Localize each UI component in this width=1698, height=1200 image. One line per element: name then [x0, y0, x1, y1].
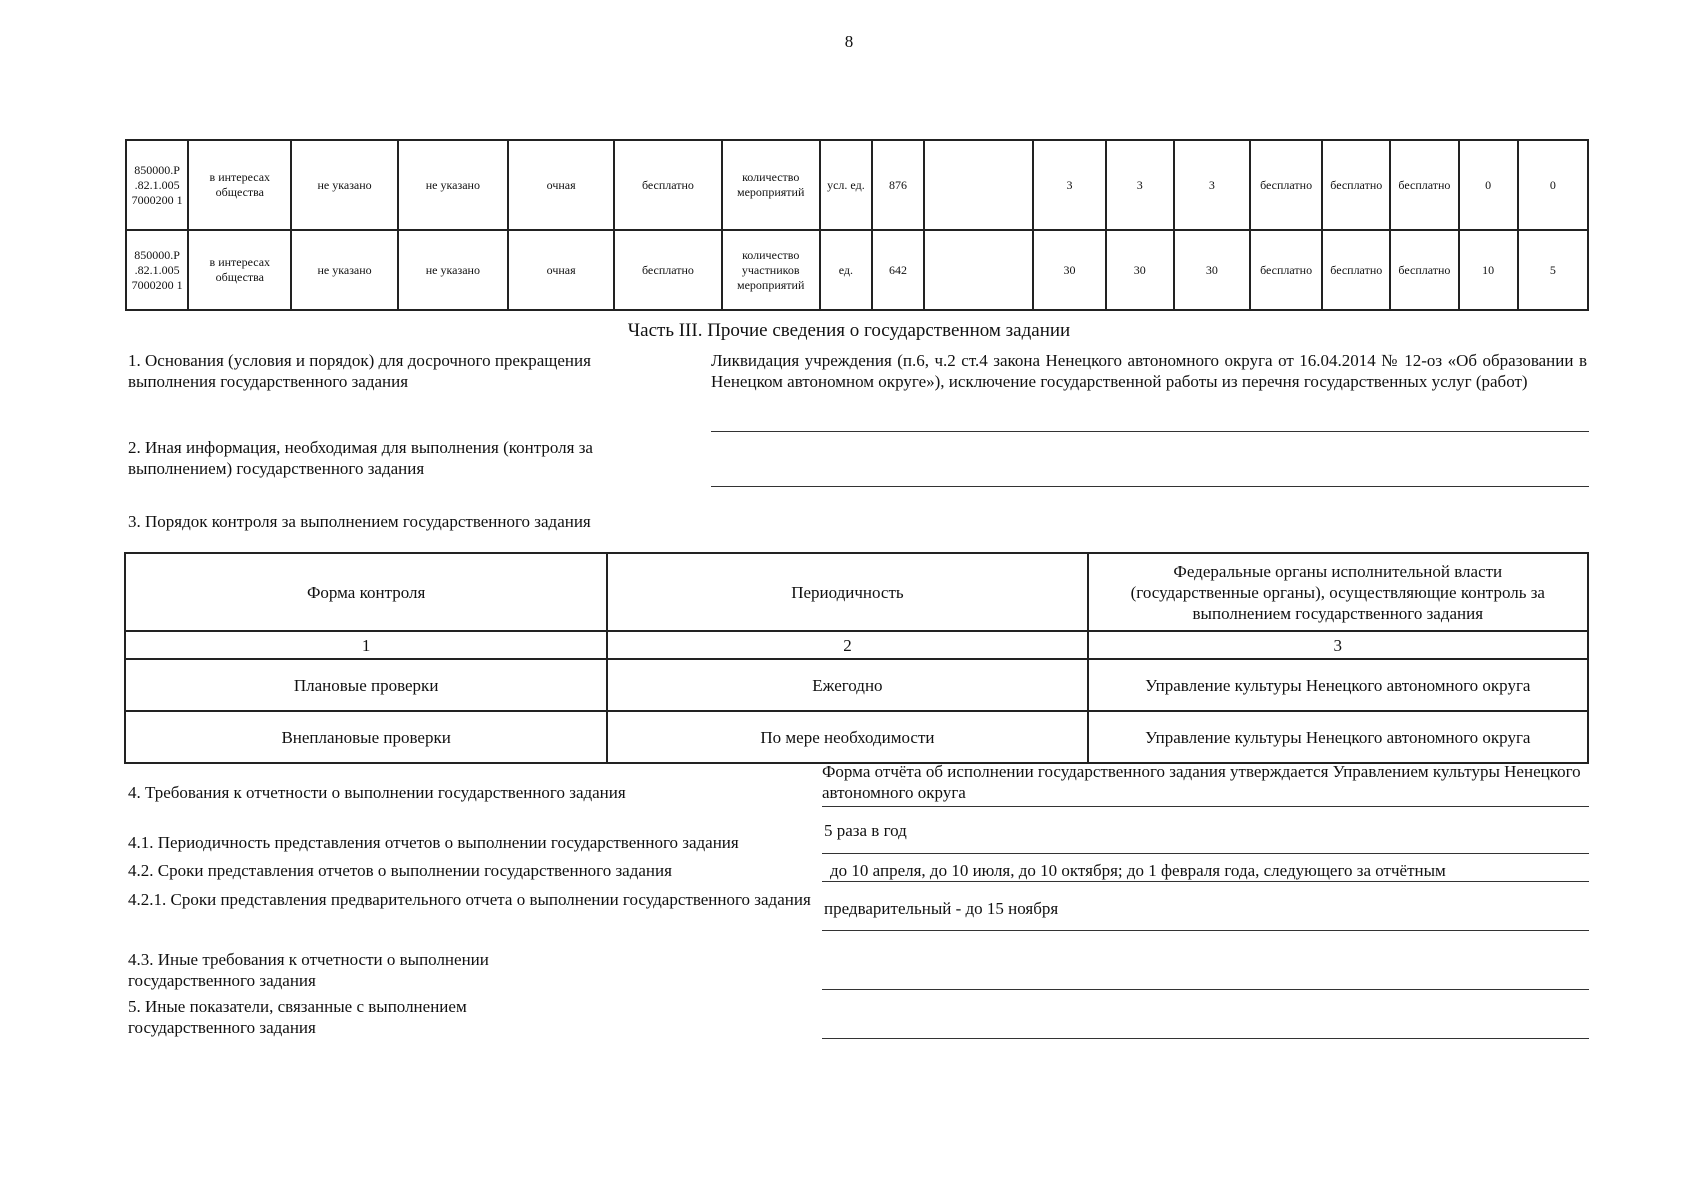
table-cell: 30 — [1174, 230, 1250, 310]
table-cell: 10 — [1459, 230, 1518, 310]
table-cell: 0 — [1459, 140, 1518, 230]
column-header: Периодичность — [607, 553, 1087, 631]
table-cell: бесплатно — [1250, 230, 1322, 310]
service-code: 850000.Р .82.1.005 7000200 1 — [126, 140, 188, 230]
table-cell: 642 — [872, 230, 924, 310]
table-cell: бесплатно — [1390, 230, 1458, 310]
item4-2-1-underline — [822, 930, 1589, 931]
table-cell: 5 — [1518, 230, 1588, 310]
table-cell: Ежегодно — [607, 659, 1087, 711]
item1-underline — [711, 431, 1589, 432]
table-cell: По мере необходимости — [607, 711, 1087, 763]
item5-underline — [822, 1038, 1589, 1039]
item4-2-label: 4.2. Сроки представления отчетов о выполнении государственного задания — [128, 861, 672, 880]
table-cell: 30 — [1106, 230, 1174, 310]
table-row — [126, 230, 1588, 310]
table-cell: не указано — [398, 140, 508, 230]
item1-label: 1. Основания (условия и порядок) для досрочного прекращения выполнения государственного задания — [128, 351, 591, 391]
item1-value: Ликвидация учреждения (п.6, ч.2 ст.4 закона Ненецкого автономного округа от 16.04.2014 № 12-оз «Об образовании в Ненецком автономном округе»), исключение государственной работы из перечня государственных услуг (работ) — [711, 351, 1587, 391]
table-cell: Управление культуры Ненецкого автономного округа — [1088, 659, 1588, 711]
table-cell: количество участников мероприятий — [722, 230, 820, 310]
item4-2-1-value: предварительный - до 15 ноября — [824, 899, 1059, 918]
column-number: 1 — [125, 631, 607, 659]
column-number: 2 — [607, 631, 1087, 659]
table-cell: не указано — [398, 230, 508, 310]
table-cell: Плановые проверки — [125, 659, 607, 711]
table-cell: бесплатно — [614, 140, 721, 230]
control-table — [124, 552, 1589, 764]
table-cell: 3 — [1033, 140, 1105, 230]
item4-2-underline — [822, 881, 1589, 882]
table-cell: 0 — [1518, 140, 1588, 230]
table-row — [125, 711, 1588, 763]
table-cell: очная — [508, 230, 614, 310]
table-cell: в интересах общества — [188, 230, 291, 310]
table-cell — [924, 140, 1033, 230]
item4-value: Форма отчёта об исполнении государственного задания утверждается Управлением культуры Ненецкого автономного округа — [822, 762, 1581, 802]
table-cell: 3 — [1106, 140, 1174, 230]
item3-label: 3. Порядок контроля за выполнением государственного задания — [128, 512, 591, 531]
item4-3-label: 4.3. Иные требования к отчетности о выполнении государственного задания — [128, 950, 489, 990]
column-header: Форма контроля — [125, 553, 607, 631]
item4-underline — [822, 806, 1589, 807]
item2-underline — [711, 486, 1589, 487]
table-cell: бесплатно — [1322, 230, 1390, 310]
table-cell: усл. ед. — [820, 140, 872, 230]
table-cell: в интересах общества — [188, 140, 291, 230]
table-cell: 876 — [872, 140, 924, 230]
table-row — [126, 140, 1588, 230]
table-cell: 30 — [1033, 230, 1105, 310]
page-number: 8 — [844, 32, 854, 51]
item4-2-1-label: 4.2.1. Сроки представления предварительного отчета о выполнении государственного задания — [128, 890, 811, 909]
table-cell: 3 — [1174, 140, 1250, 230]
item4-1-value: 5 раза в год — [824, 821, 907, 840]
table-header-row — [125, 553, 1588, 631]
column-number: 3 — [1088, 631, 1588, 659]
service-code: 850000.Р .82.1.005 7000200 1 — [126, 230, 188, 310]
table-cell: Управление культуры Ненецкого автономного округа — [1088, 711, 1588, 763]
table-cell: количество мероприятий — [722, 140, 820, 230]
table-cell — [924, 230, 1033, 310]
service-table — [125, 139, 1589, 311]
table-cell: бесплатно — [1250, 140, 1322, 230]
table-cell: не указано — [291, 140, 397, 230]
part3-title: Часть III. Прочие сведения о государственном задании — [627, 320, 1071, 341]
item5-label: 5. Иные показатели, связанные с выполнением государственного задания — [128, 997, 467, 1037]
item4-1-label: 4.1. Периодичность представления отчетов о выполнении государственного задания — [128, 833, 739, 852]
table-cell: Внеплановые проверки — [125, 711, 607, 763]
table-cell: бесплатно — [614, 230, 721, 310]
item4-2-value: до 10 апреля, до 10 июля, до 10 октября; до 1 февраля года, следующего за отчётным — [830, 861, 1446, 880]
column-number-row — [125, 631, 1588, 659]
table-cell: бесплатно — [1390, 140, 1458, 230]
table-row — [125, 659, 1588, 711]
item4-label: 4. Требования к отчетности о выполнении государственного задания — [128, 783, 626, 802]
item4-3-underline — [822, 989, 1589, 990]
column-header: Федеральные органы исполнительной власти (государственные органы), осуществляющие контроль за выполнением государственного задания — [1088, 553, 1588, 631]
table-cell: бесплатно — [1322, 140, 1390, 230]
table-cell: очная — [508, 140, 614, 230]
item4-1-underline — [822, 853, 1589, 854]
item2-label: 2. Иная информация, необходимая для выполнения (контроля за выполнением) государственного задания — [128, 438, 593, 478]
table-cell: ед. — [820, 230, 872, 310]
table-cell: не указано — [291, 230, 397, 310]
